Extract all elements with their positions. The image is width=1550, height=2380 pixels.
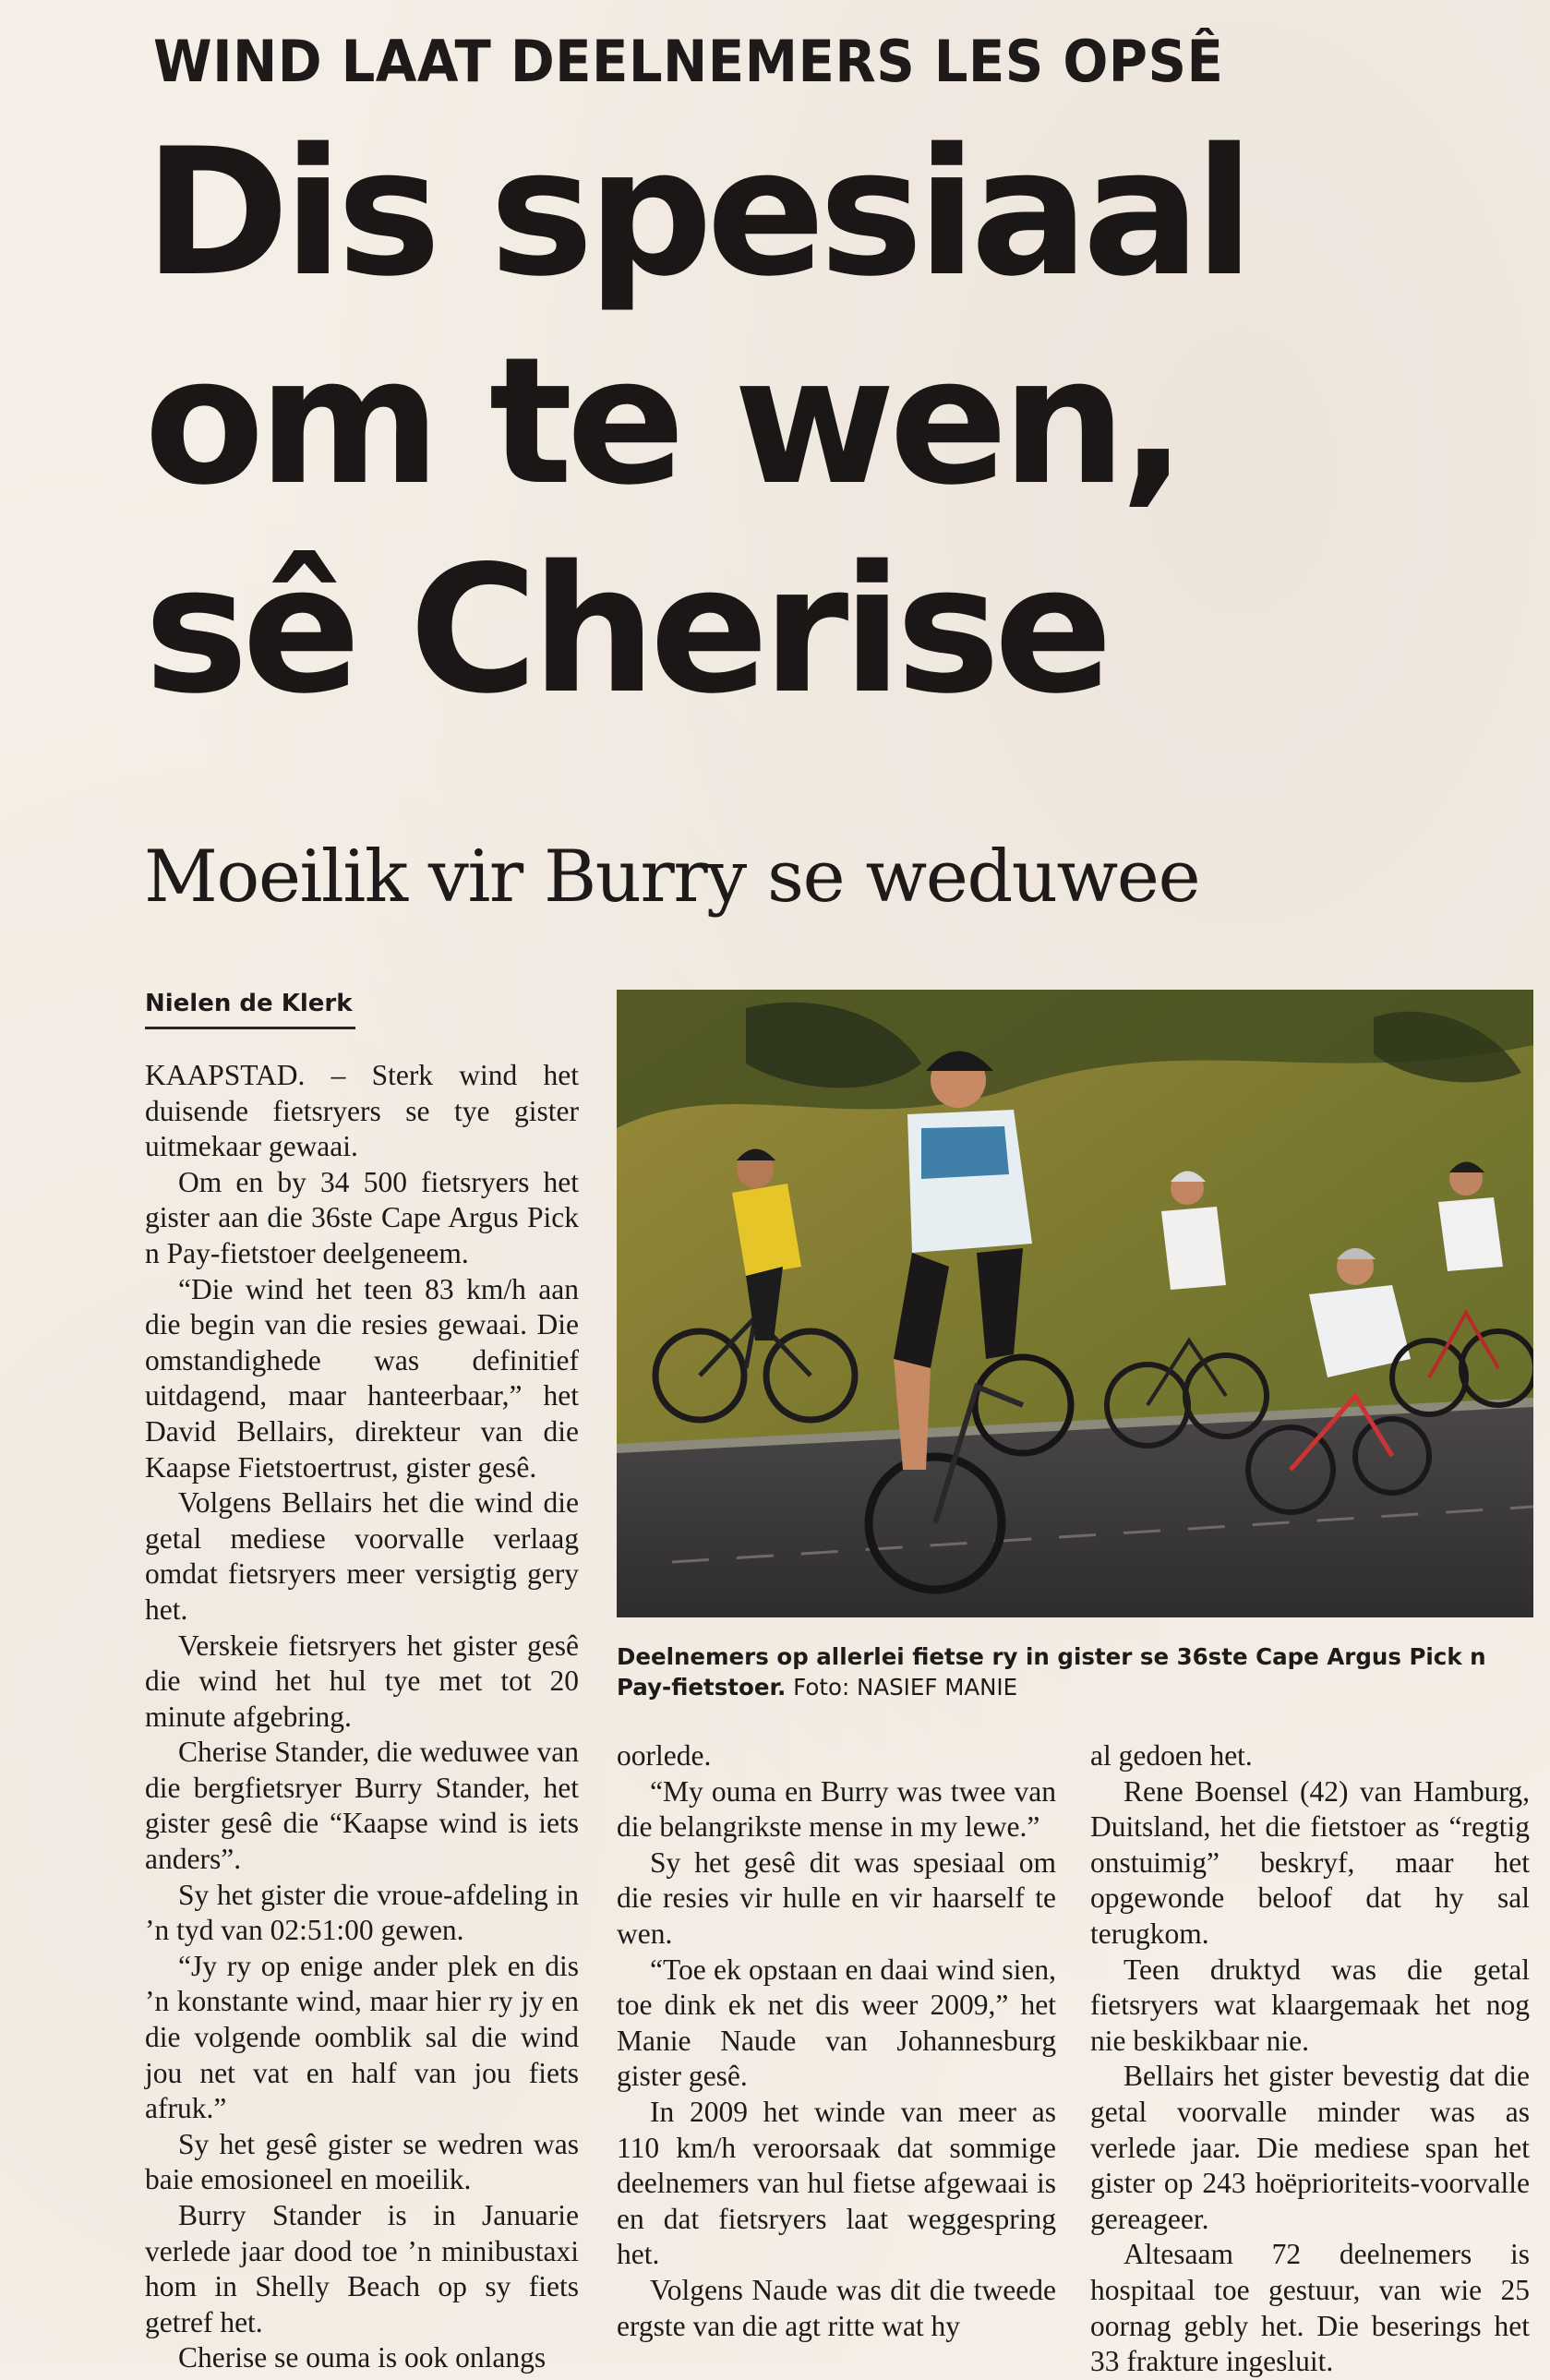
paragraph: Volgens Naude was dit die tweede ergste van die agt ritte wat hy [617,2273,1056,2342]
cyclists-photo [617,990,1533,1617]
paragraph: oorlede. [617,1739,712,1772]
paragraph: Teen druktyd was die getal fietsryers wat klaargemaak het nog nie beskikbaar nie. [1090,1953,1530,2057]
article-column-1 [145,1058,579,2376]
byline: Nielen de Klerk [145,990,355,1029]
headline-line: Dis spesiaal [144,111,1248,315]
photo-credit: Foto: NASIEF MANIE [793,1674,1018,1701]
paragraph: Rene Boensel (42) van Hamburg, Duitsland, het die fietstoer as “regtig onstuimig” beskryf, maar het opgewonde beloof dat hy sal terugkom. [1090,1774,1530,1950]
paragraph: Om en by 34 500 fietsryers het gister aan die 36ste Cape Argus Pick n Pay-fietstoer deelgeneem. [145,1165,579,1269]
photo-caption [617,1641,1531,1702]
headline [144,109,1455,735]
paragraph: In 2009 het winde van meer as 110 km/h veroorsaak dat sommige deelnemers van hul fietse afgewaai is en dat fietsryers laat weggespring het. [617,2095,1056,2271]
paragraph: Verskeie fietsryers het gister gesê die wind het hul tye met tot 20 minute afgebring. [145,1629,579,1733]
paragraph: Cherise Stander, die weduwee van die bergfietsryer Burry Stander, het gister gesê die “Kaapse wind is iets anders”. [145,1736,579,1876]
paragraph: Burry Stander is in Januarie verlede jaar dood toe ’n minibustaxi hom in Shelly Beach op sy fiets getref het. [145,2199,579,2338]
headline-line: om te wen, [144,319,1181,523]
paragraph: “Jy ry op enige ander plek en dis ’n konstante wind, maar hier ry jy en die volgende oomblik sal die wind jou net vat en half van jou fiets afruk.” [145,1949,579,2125]
paragraph: Bellairs het gister bevestig dat die getal voorvalle minder was as verlede jaar. Die mediese span het gister op 243 hoëprioriteits-voorvalle gereageer. [1090,2060,1530,2235]
headline-line: sê Cherise [144,528,1107,732]
article-column-2 [617,1738,1056,2344]
paragraph: al gedoen het. [1090,1739,1253,1772]
caption-text: Deelnemers op allerlei fietse ry in gister se 36ste Cape Argus Pick n Pay-fietstoer. [617,1643,1486,1701]
paragraph: Sy het gister die vroue-afdeling in ’n tyd van 02:51:00 gewen. [145,1878,579,1947]
kicker: WIND LAAT DEELNEMERS LES OPSÊ [153,28,1224,95]
paragraph: “Toe ek opstaan en daai wind sien, toe dink ek net dis weer 2009,” het Manie Naude van Johannesburg gister gesê. [617,1953,1056,2093]
paragraph: “Die wind het teen 83 km/h aan die begin van die resies gewaai. Die omstandighede was definitief uitdagend, maar hanteerbaar,” het David Bellairs, direkteur van die Kaapse Fietstoertrust, gister gesê. [145,1272,579,1484]
paragraph: Cherise se ouma is ook onlangs [178,2341,547,2374]
paragraph: Volgens Bellairs het die wind die getal mediese voorvalle verlaag omdat fietsryers meer versigtig gery het. [145,1486,579,1626]
subheadline: Moeilik vir Burry se weduwee [144,835,1200,919]
paragraph: KAAPSTAD. – Sterk wind het duisende fietsryers se tye gister uitmekaar gewaai. [145,1059,579,1163]
paragraph: Sy het gesê dit was spesiaal om die resies vir hulle en vir haarself te wen. [617,1845,1056,1950]
paragraph: Sy het gesê gister se wedren was baie emosioneel en moeilik. [145,2127,579,2196]
article-column-3 [1090,1738,1530,2380]
paragraph: “My ouma en Burry was twee van die belangrikste mense in my lewe.” [617,1774,1056,1844]
paragraph: Altesaam 72 deelnemers is hospitaal toe gestuur, van wie 25 oornag gebly het. Die beserings het 33 frakture ingesluit. [1090,2238,1530,2378]
